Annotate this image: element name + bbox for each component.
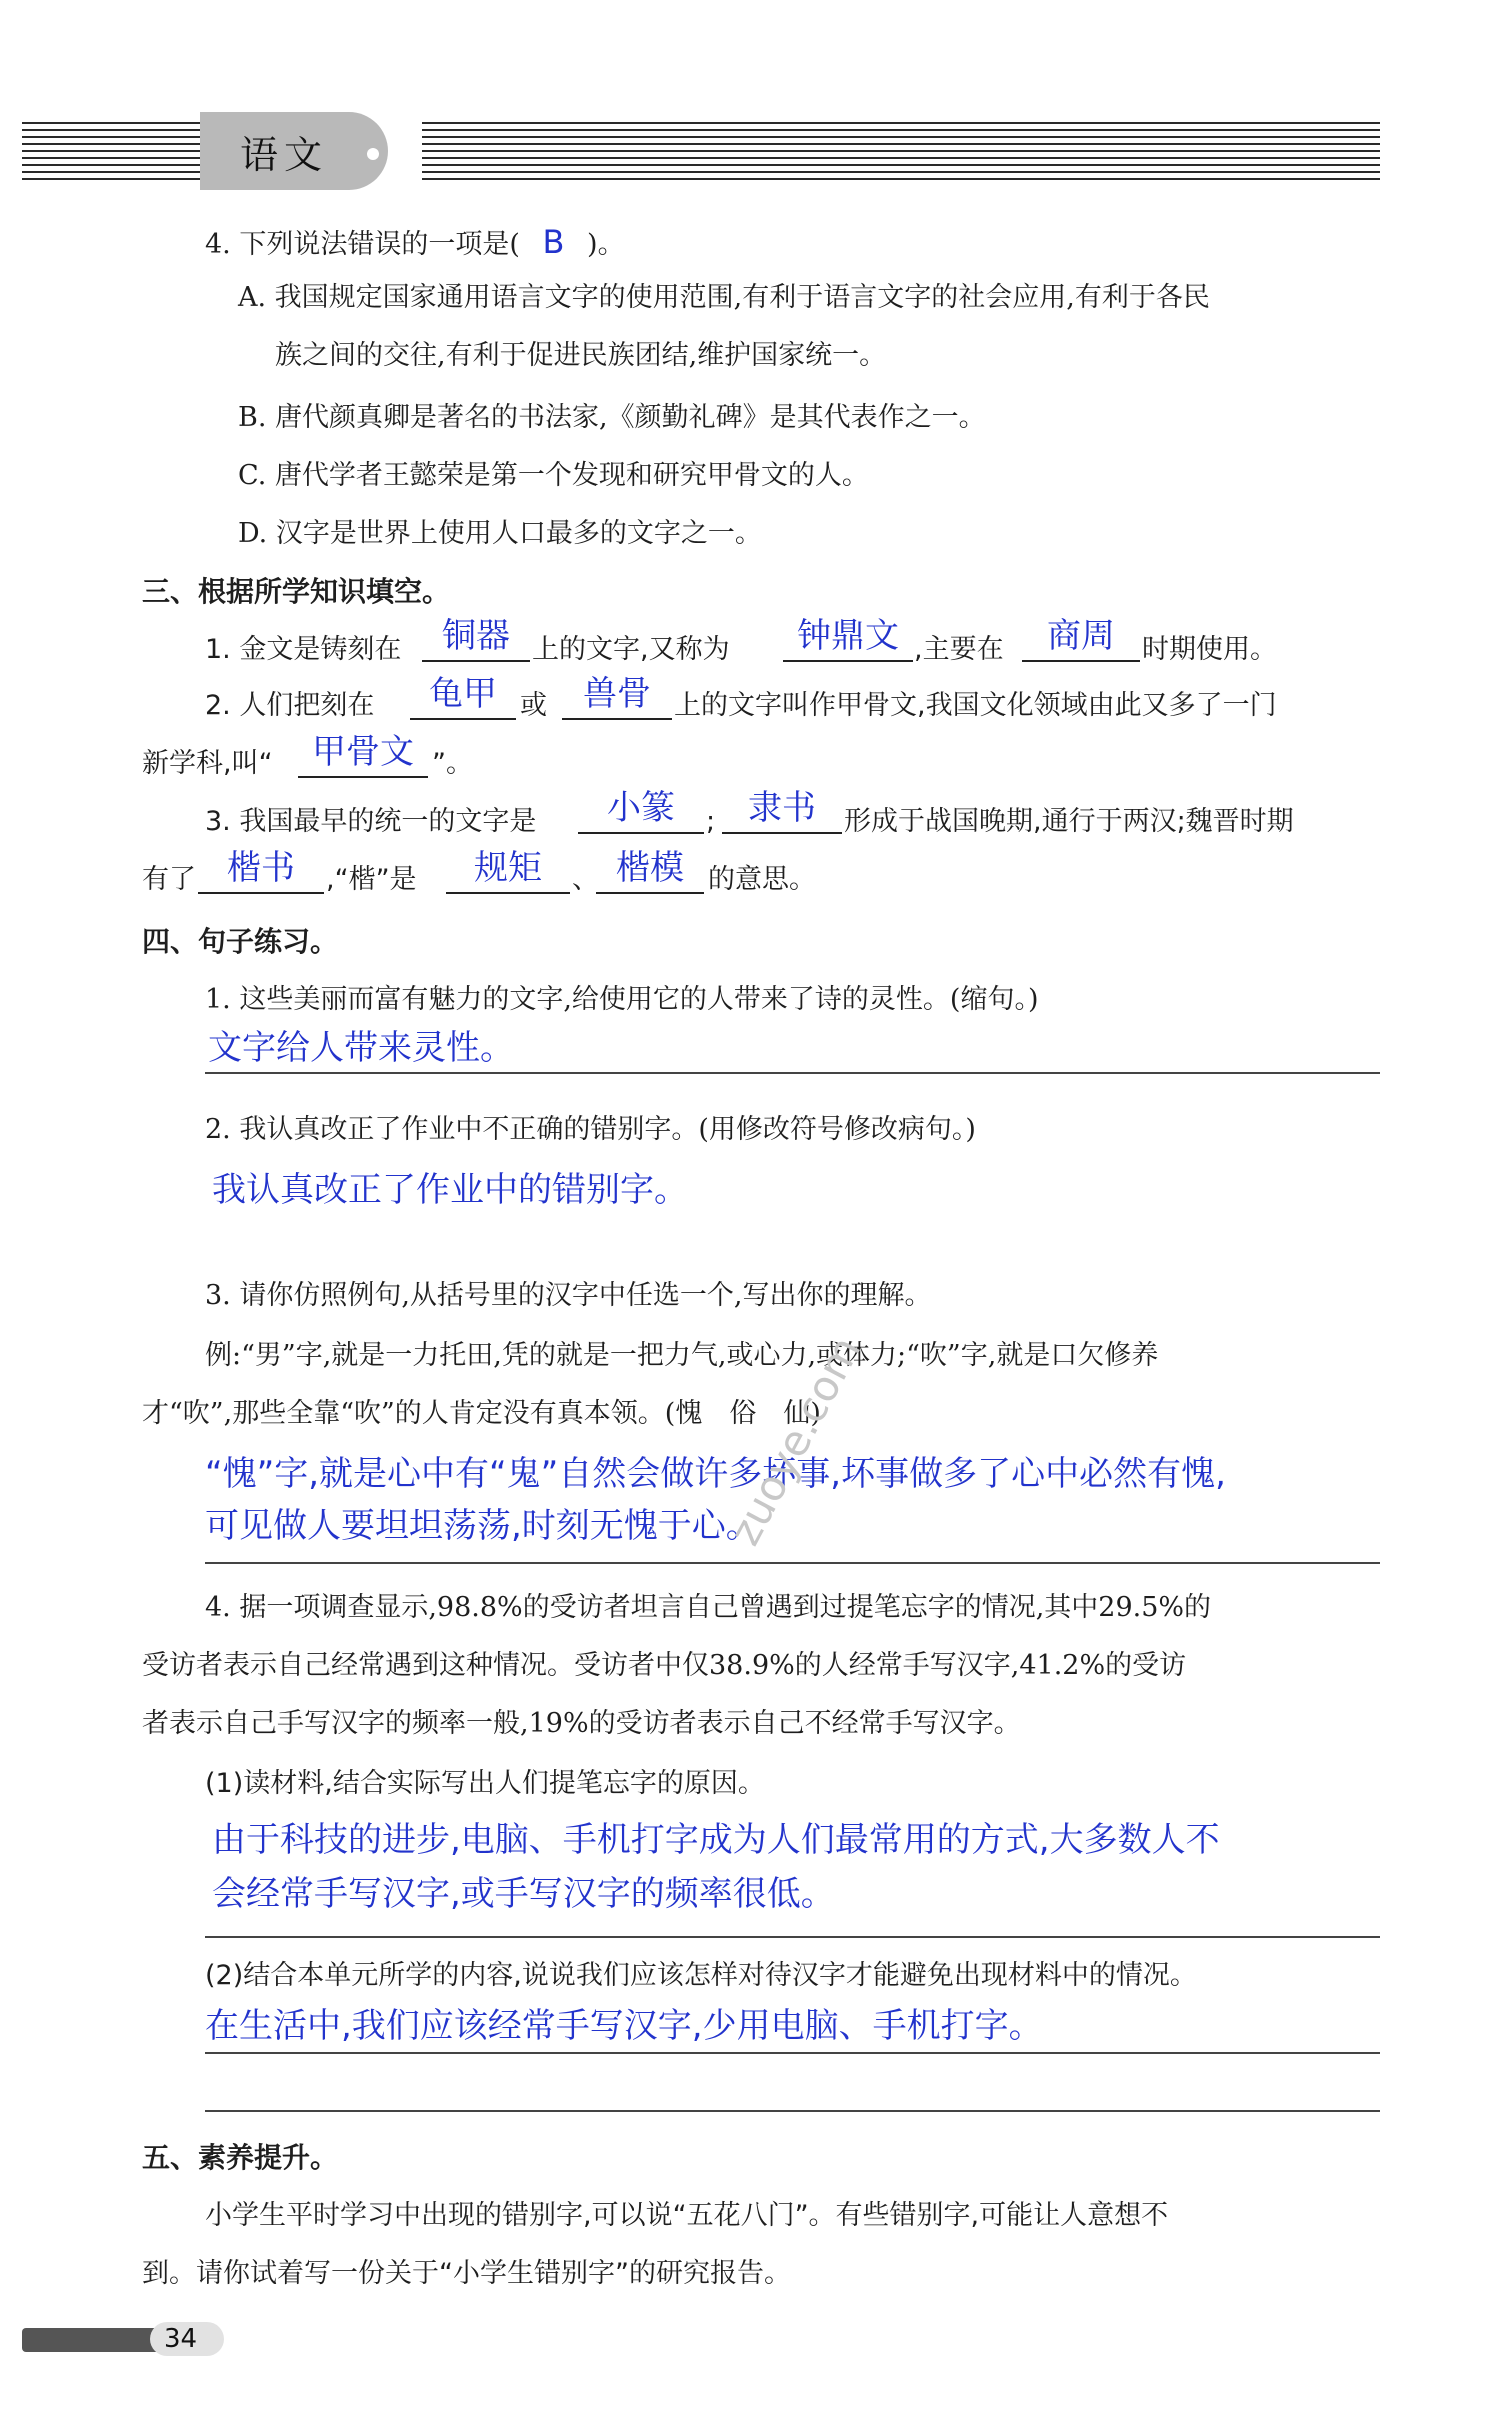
tab-dot-icon	[367, 148, 379, 160]
s4-q4-sub2-rule2	[205, 2110, 1380, 2112]
s4-q2: 2. 我认真改正了作业中不正确的错别字。(用修改符号修改病句。)	[205, 1114, 976, 1145]
page-number: 34	[164, 2324, 198, 2354]
s4-q1: 1. 这些美丽而富有魅力的文字,给使用它的人带来了诗的灵性。(缩句。)	[205, 984, 1039, 1015]
q4-answer: B	[542, 223, 565, 261]
s3-q2-e: ”。	[432, 748, 473, 779]
s3-q3-blank5: 楷模	[596, 846, 704, 894]
s4-q4-line2: 受访者表示自己经常遇到这种情况。受访者中仅38.9%的人经常手写汉字,41.2%的受访	[142, 1650, 1187, 1681]
q4-stem-end: )。	[587, 229, 625, 260]
s3-q3-e: ,“楷”是	[326, 864, 417, 895]
s4-q4-sub1-answer-line1: 由于科技的进步,电脑、手机打字成为人们最常用的方式,大多数人不	[212, 1820, 1220, 1860]
s5-body-line2: 到。请你试着写一份关于“小学生错别字”的研究报告。	[142, 2258, 791, 2289]
q4-stem-text: 4. 下列说法错误的一项是(	[205, 229, 520, 260]
s3-q2-blank3: 甲骨文	[298, 730, 428, 778]
s4-q3-answer-line	[205, 1562, 1380, 1564]
s3-q3-g: 的意思。	[708, 864, 816, 895]
s4-q1-answer-line	[205, 1072, 1380, 1074]
watermark: zuoye.com	[720, 1328, 871, 1554]
s3-q1-c: ,主要在	[914, 634, 1004, 665]
s3-q3-b: ;	[706, 806, 716, 837]
s5-body-line1: 小学生平时学习中出现的错别字,可以说“五花八门”。有些错别字,可能让人意想不	[205, 2200, 1169, 2231]
s4-q2-answer: 我认真改正了作业中的错别字。	[212, 1170, 688, 1210]
s3-q3-d: 有了	[142, 864, 196, 895]
s4-q4-sub2-answer: 在生活中,我们应该经常手写汉字,少用电脑、手机打字。	[205, 2006, 1043, 2046]
s4-q4-sub2-rule1	[205, 2052, 1380, 2054]
q4-option-d: D. 汉字是世界上使用人口最多的文字之一。	[238, 518, 762, 549]
q4-option-a-line1: A. 我国规定国家通用语言文字的使用范围,有利于语言文字的社会应用,有利于各民	[238, 282, 1210, 313]
s4-q3-example-line2: 才“吹”,那些全靠“吹”的人肯定没有真本领。(愧 俗 仙)	[142, 1398, 821, 1429]
s3-q3-blank1: 小篆	[578, 786, 704, 834]
s4-q4-line3: 者表示自己手写汉字的频率一般,19%的受访者表示自己不经常手写汉字。	[142, 1708, 1021, 1739]
s3-q2-blank2: 兽骨	[562, 672, 672, 720]
s3-q2-a: 2. 人们把刻在	[205, 690, 375, 721]
s3-q1-blank2: 钟鼎文	[783, 614, 913, 662]
q4-option-c: C. 唐代学者王懿荣是第一个发现和研究甲骨文的人。	[238, 460, 869, 491]
s4-q3-example-line1: 例:“男”字,就是一力托田,凭的就是一把力气,或心力,或体力;“吹”字,就是口欠修养	[205, 1340, 1159, 1371]
header-rule-left	[22, 122, 212, 180]
header-rule-right	[422, 122, 1380, 180]
q4-option-b: B. 唐代颜真卿是著名的书法家,《颜勤礼碑》是其代表作之一。	[238, 402, 986, 433]
s3-q1-a: 1. 金文是铸刻在	[205, 634, 402, 665]
s3-q2-blank1: 龟甲	[410, 672, 516, 720]
subject-title: 语文	[240, 133, 329, 177]
s3-q2-c: 上的文字叫作甲骨文,我国文化领域由此又多了一门	[674, 690, 1277, 721]
s3-q3-blank4: 规矩	[446, 846, 570, 894]
s3-q3-f: 、	[572, 864, 599, 895]
s3-q3-c: 形成于战国晚期,通行于两汉;魏晋时期	[844, 806, 1294, 837]
q4-stem	[205, 222, 625, 265]
s4-q4-sub1-answer-line2: 会经常手写汉字,或手写汉字的频率很低。	[212, 1874, 835, 1914]
s3-q3-blank2: 隶书	[722, 786, 842, 834]
section3-heading: 三、根据所学知识填空。	[142, 575, 451, 608]
s4-q3-answer-line1: “愧”字,就是心中有“鬼”自然会做许多坏事,坏事做多了心中必然有愧,	[205, 1454, 1226, 1494]
s3-q1-b: 上的文字,又称为	[532, 634, 730, 665]
s3-q1-d: 时期使用。	[1142, 634, 1277, 665]
s4-q3: 3. 请你仿照例句,从括号里的汉字中任选一个,写出你的理解。	[205, 1280, 932, 1311]
s3-q2-b: 或	[520, 690, 547, 721]
s3-q1-blank1: 铜器	[422, 614, 530, 662]
s4-q4-line1: 4. 据一项调查显示,98.8%的受访者坦言自己曾遇到过提笔忘字的情况,其中29.5%的	[205, 1592, 1212, 1623]
s3-q3-a: 3. 我国最早的统一的文字是	[205, 806, 537, 837]
s3-q1-blank3: 商周	[1022, 614, 1140, 662]
s3-q3-blank3: 楷书	[198, 846, 324, 894]
s4-q3-answer-line2: 可见做人要坦坦荡荡,时刻无愧于心。	[205, 1506, 760, 1546]
s4-q4-sub1: (1)读材料,结合实际写出人们提笔忘字的原因。	[205, 1768, 765, 1799]
q4-option-a-line2: 族之间的交往,有利于促进民族团结,维护国家统一。	[275, 340, 887, 371]
s3-q2-d: 新学科,叫“	[142, 748, 273, 779]
s4-q1-answer: 文字给人带来灵性。	[208, 1028, 514, 1068]
s4-q4-sub1-rule	[205, 1936, 1380, 1938]
section5-heading: 五、素养提升。	[142, 2141, 339, 2174]
section4-heading: 四、句子练习。	[142, 925, 339, 958]
s4-q4-sub2: (2)结合本单元所学的内容,说说我们应该怎样对待汉字才能避免出现材料中的情况。	[205, 1960, 1197, 1991]
